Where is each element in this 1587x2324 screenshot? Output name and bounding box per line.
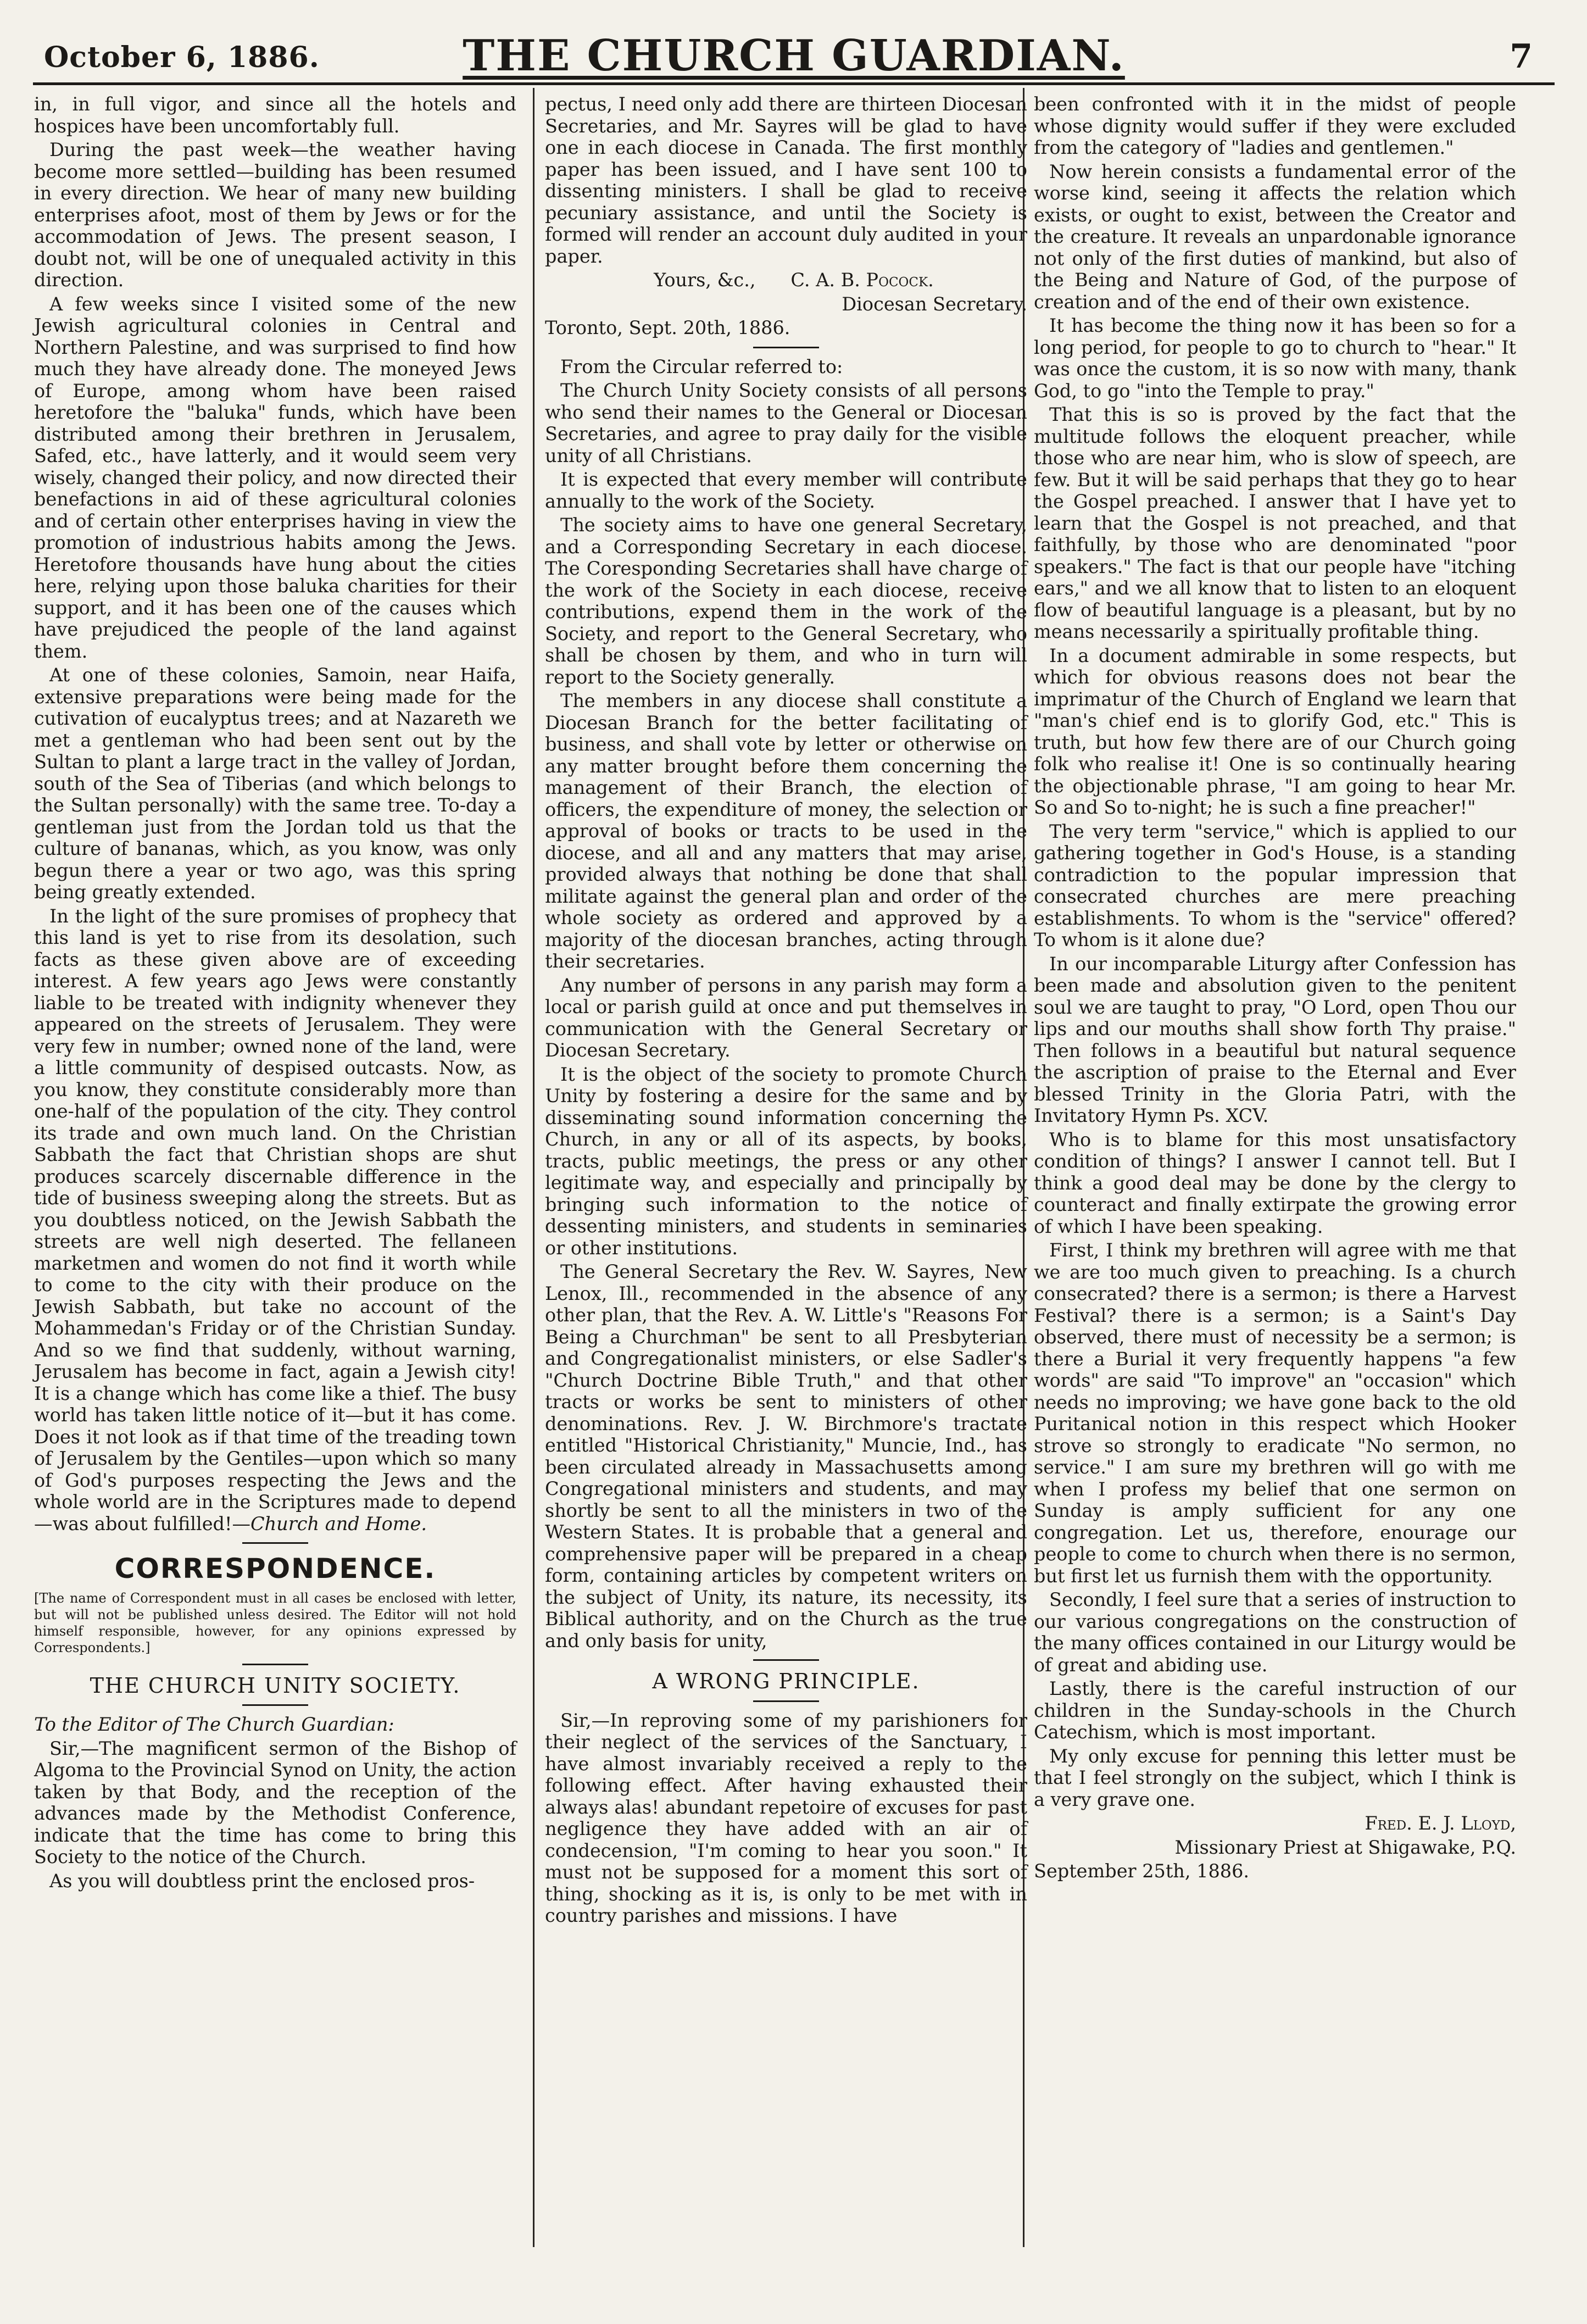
newspaper-title: THE CHURCH GUARDIAN. <box>463 31 1125 81</box>
masthead-rule <box>33 82 1555 85</box>
letter-paragraph: As you will doubtless print the enclosed pros- <box>49 1870 475 1892</box>
article-paragraph: At one of these colonies, Samoin, near Haifa, extensive preparations were being made for the cutivation of eucalyptus trees; and at Nazareth we met a gentleman who had been sent out by the Sultan to plant a large tract in the valley of Jordan, south of the Sea of Tiberias (and which belongs to the Sultan personally) with the same tree. To-day a gentleman just from the Jordan told us that the culture of bananas, which, as you know, was only begun there a year or two ago, was this spring being greatly extended. <box>34 664 516 903</box>
column-1 <box>34 93 516 1894</box>
letter-paragraph: Who is to blame for this most unsatisfactory condition of things? I answer I cannot tell. But I think a good deal may be done by the clergy to counteract and finally extirpate the growing error of which I have been speaking. <box>1034 1128 1516 1237</box>
letter-paragraph: In a document admirable in some respects, but which for obvious reasons does not bear the imprimatur of the Church of England we learn that "man's chief end is to glorify God, etc." This is truth, but how few there are of our Church going folk who realise it! One is so continually hearing the objectionable phrase, "I am going to hear Mr. So and So to-night; he is such a fine preacher!" <box>1034 644 1516 818</box>
circular-paragraph: Any number of persons in any parish may form a local or parish guild at once and put themselves in communication with the General Secretary or Diocesan Secretary. <box>545 974 1027 1061</box>
letter-paragraph: Lastly, there is the careful instruction of our children in the Sunday-schools in the Church Catechism, which is most important. <box>1034 1678 1516 1743</box>
column-3 <box>1034 93 1516 1884</box>
letter-paragraph: First, I think my brethren will agree with me that we are too much given to preaching. Is a church consecrated? there is a sermon; is there a Harvest Festival? there is a sermon; is a Saint's Day observed, there must of necessity be a sermon; is there a Burial it very frequently happens "a few words" are said "To improve" an "occasion" which needs no improving; we have gone back to the old Puritanical notion in this respect which Hooker strove so strongly to eradicate "No sermon, no service." I am sure my brethren will go with me when I profess my belief that one sermon on Sunday is amply sufficient for any one congregation. Let us, therefore, enourage our people to come to church when there is no sermon, but first let us furnish them with the opportunity. <box>1034 1239 1516 1587</box>
section-rule <box>242 1542 308 1544</box>
circular-intro: From the Circular referred to: <box>560 355 843 377</box>
letter-paragraph: It has become the thing now it has been so for a long period, for people to go to church to "hear." It was once the custom, it is so now with many, thank God, to go "into the Temple to pray." <box>1034 315 1516 402</box>
letter-paragraph: In our incomparable Liturgy after Confession has been made and absolution given to the penitent soul we are taught to pray, "O Lord, open Thou our lips and our mouths shall show forth Thy praise." Then follows in a beautiful but natural sequence the ascription of praise to the Eternal and Ever blessed Trinity in the Gloria Patri, with the Invitatory Hymn Ps. XCV. <box>1034 953 1516 1126</box>
signature-name: C. A. B. Pocock. <box>790 269 934 291</box>
article-source: Church and Home. <box>250 1513 427 1534</box>
page-number: 7 <box>1510 37 1533 76</box>
section-rule <box>242 1704 308 1706</box>
letter-paragraph: The very term "service," which is applied to our gathering together in God's House, is a standing contradiction to the popular impression that consecrated churches are mere preaching establishments. To whom is the "service" offered? To whom is it alone due? <box>1034 820 1516 950</box>
section-rule <box>753 347 819 348</box>
letter-place-date: Toronto, Sept. 20th, 1886. <box>545 317 790 338</box>
letter-paragraph: That this is so is proved by the fact that the multitude follows the eloquent preacher, while those who are near him, who is slow of speech, are few. But it will be said perhaps that they go to hear the Gospel preached. I answer that I have yet to learn that the Gospel is not preached, and that faithfully, by those who are denominated "poor speakers." The fact is that our people have "itching ears," and we all know that to listen to an eloquent flow of beautiful language is a pleasant, but by no means necessarily a spiritually profitable thing. <box>1034 404 1516 642</box>
circular-paragraph: It is the object of the society to promote Church Unity by fostering a desire for the same and by disseminating sound information concerning the Church, in any or all of its aspects, by books, tracts, public meetings, the press or any other legitimate way, and especially and principally by bringing such information to the notice of dessenting ministers, and students in seminaries or other institutions. <box>545 1063 1027 1259</box>
letter-paragraph: Sir,—In reproving some of my parishioners for their neglect of the services of the Sanctuary, I have almost invariably received a reply to the following effect. After having exhausted their always alas! abundant repetoire of excuses for past negligence they have added with an air of condecension, "I'm coming to hear you soon." It must not be supposed for a moment this sort of thing, shocking as it is, is only to be met with in country parishes and missions. I have <box>545 1709 1027 1926</box>
article-paragraph: in, in full vigor, and since all the hotels and hospices have been uncomfortably full. <box>34 93 516 137</box>
section-rule <box>753 1659 819 1661</box>
article-text: In the light of the sure promises of prophecy that this land is yet to rise from its desolation, such facts as these given above are of exceeding interest. A few years ago Jews were constantly liable to be treated with indignity whenever they appeared on the streets of Jerusalem. They were very few in number; owned none of the land, were a little community of despised outcasts. Now, as you know, they constitute considerably more than one-half of the population of the city. They control its trade and own much land. On the Christian Sabbath the fact that Christian shops are shut produces scarcely discernable difference in the tide of business sweeping along the streets. But as you doubtless noticed, on the Jewish Sabbath the streets are well nigh deserted. The fellaneen marketmen and women do not find it worth while to come to the city with their produce on the Jewish Sabbath, but take no account of the Mohammedan's Friday or of the Christian Sunday. And so we find that suddenly, without warning, Jerusalem has become in fact, again a Jewish city! It is a change which has come like a thief. The busy world has taken little notice of it—but it has come. Does it not look as if that time of the treading town of Jerusalem by the Gentiles—upon which so many of God's purposes respecting the Jews and the whole world are in the Scriptures made to depend—was about fulfilled!— <box>34 905 516 1534</box>
section-rule <box>242 1664 308 1665</box>
circular-paragraph: The Church Unity Society consists of all persons who send their names to the General or Diocesan Secretaries, and agree to pray daily for the visible unity of all Christians. <box>545 380 1027 466</box>
letter-heading: THE CHURCH UNITY SOCIETY. <box>90 1673 461 1698</box>
letter-date: September 25th, 1886. <box>1034 1860 1250 1882</box>
correspondence-note: [The name of Correspondent must in all cases be enclosed with letter, but will not be published unless desired. The Editor will not hold himself responsible, however, for any opinions expressed by Correspondents.] <box>34 1590 516 1655</box>
circular-paragraph: The members in any diocese shall constitute a Diocesan Branch for the better facilitating of business, and shall vote by letter or otherwise on any matter brought before them concerning the management of their Branch, the election of officers, the expenditure of money, the selection or approval of books or tracts to be used in the diocese, and all and any matters that may arise, provided always that nothing be done that shall militate against the general plan and order of the whole society as ordered and approved by a majority of the diocesan branches, acting through their secretaries. <box>545 690 1027 972</box>
issue-date: October 6, 1886. <box>44 41 320 74</box>
letter-paragraph: pectus, I need only add there are thirteen Diocesan Secretaries, and Mr. Sayres will be glad to have one in each diocese in Canada. The first monthly paper has been issued, and I have sent 100 to dissenting ministers. I shall be glad to receive pecuniary assistance, and until the Society is formed will render an account duly audited in your paper. <box>545 93 1027 267</box>
closing-text: Yours, &c., <box>654 269 756 291</box>
signature-title: Missionary Priest at Shigawake, P.Q. <box>1174 1836 1516 1858</box>
letter-closing <box>545 269 1027 291</box>
section-rule <box>753 1700 819 1702</box>
article-paragraph <box>34 905 516 1535</box>
letter-salutation: To the Editor of The Church Guardian: <box>34 1714 394 1735</box>
letter-paragraph: Sir,—The magnificent sermon of the Bishop of Algoma to the Provincial Synod on Unity, the action taken by that Body, and the reception of the advances made by the Methodist Conference, indicate that the time has come to bring this Society to the notice of the Church. <box>34 1737 516 1867</box>
column-2 <box>545 93 1027 1929</box>
letter-paragraph: Secondly, I feel sure that a series of instruction to our various congregations on the construction of the many offices contained in our Liturgy would be of great and abiding use. <box>1034 1589 1516 1676</box>
article-paragraph: A few weeks since I visited some of the new Jewish agricultural colonies in Central and Northern Palestine, and was surprised to find how much they have already done. The moneyed Jews of Europe, among whom have been raised heretofore the "baluka" funds, which have been distributed among their brethren in Jerusalem, Safed, etc., have latterly, and it would seem very wisely, changed their policy, and now directed their benefactions in aid of these agricultural colonies and of certain other enterprises having in view the promotion of industrious habits among the Jews. Heretofore thousands have hung about the cities here, relying upon those baluka charities for their support, and it has been one of the causes which have prejudiced the people of the land against them. <box>34 293 516 662</box>
circular-paragraph: It is expected that every member will contribute annually to the work of the Society. <box>545 469 1027 512</box>
column-divider <box>533 88 534 2247</box>
circular-paragraph: The society aims to have one general Secretary, and a Corresponding Secretary in each diocese. The Coresponding Secretaries shall have charge of the work of the Society in each diocese, receive contributions, expend them in the work of the Society, and report to the General Secretary, who shall be chosen by them, and who in turn will report to the Society generally. <box>545 514 1027 688</box>
article-paragraph: During the past week—the weather having become more settled—building has been resumed in every direction. We hear of many new building enterprises afoot, most of them by Jews or for the accommodation of Jews. The present season, I doubt not, will be one of unequaled activity in this direction. <box>34 139 516 291</box>
letter-paragraph: been confronted with it in the midst of people whose dignity would suffer if they were excluded from the category of "ladies and gentlemen." <box>1034 93 1516 158</box>
correspondence-heading: CORRESPONDENCE. <box>114 1553 436 1584</box>
masthead <box>44 21 1544 81</box>
letter-paragraph: Now herein consists a fundamental error of the worse kind, seeing it affects the relation which exists, or ought to exist, between the Creator and the creature. It reveals an unpardonable ignorance not only of the first duties of mankind, but also of the Being and Nature of God, of the purpose of creation and of the end of their own existence. <box>1034 160 1516 313</box>
letter-heading: A WRONG PRINCIPLE. <box>652 1669 920 1693</box>
circular-paragraph: The General Secretary the Rev. W. Sayres, New Lenox, Ill., recommended in the absence of any other plan, that the Rev. A. W. Little's "Reasons For Being a Churchman" be sent to all Presbyterian and Congregationalist ministers, or else Sadler's "Church Doctrine Bible Truth," and that other tracts or works be sent to ministers of other denominations. Rev. J. W. Birchmore's tractate entitled "Historical Christianity," Muncie, Ind., has been circulated already in Massachusetts among Congregational ministers and students, and may shortly be sent to all the ministers in two of the Western States. It is probable that a general and comprehensive paper will be prepared in a cheap form, containing articles by competent writers on the subject of Unity, its nature, its necessity, its Biblical authority, and on the Church as the true and only basis for unity, <box>545 1261 1027 1652</box>
signature-name: Fred. E. J. Lloyd, <box>1365 1813 1516 1834</box>
letter-paragraph: My only excuse for penning this letter must be that I feel strongly on the subject, which I think is a very grave one. <box>1034 1745 1516 1810</box>
signature-title: Diocesan Secretary. <box>842 293 1027 315</box>
